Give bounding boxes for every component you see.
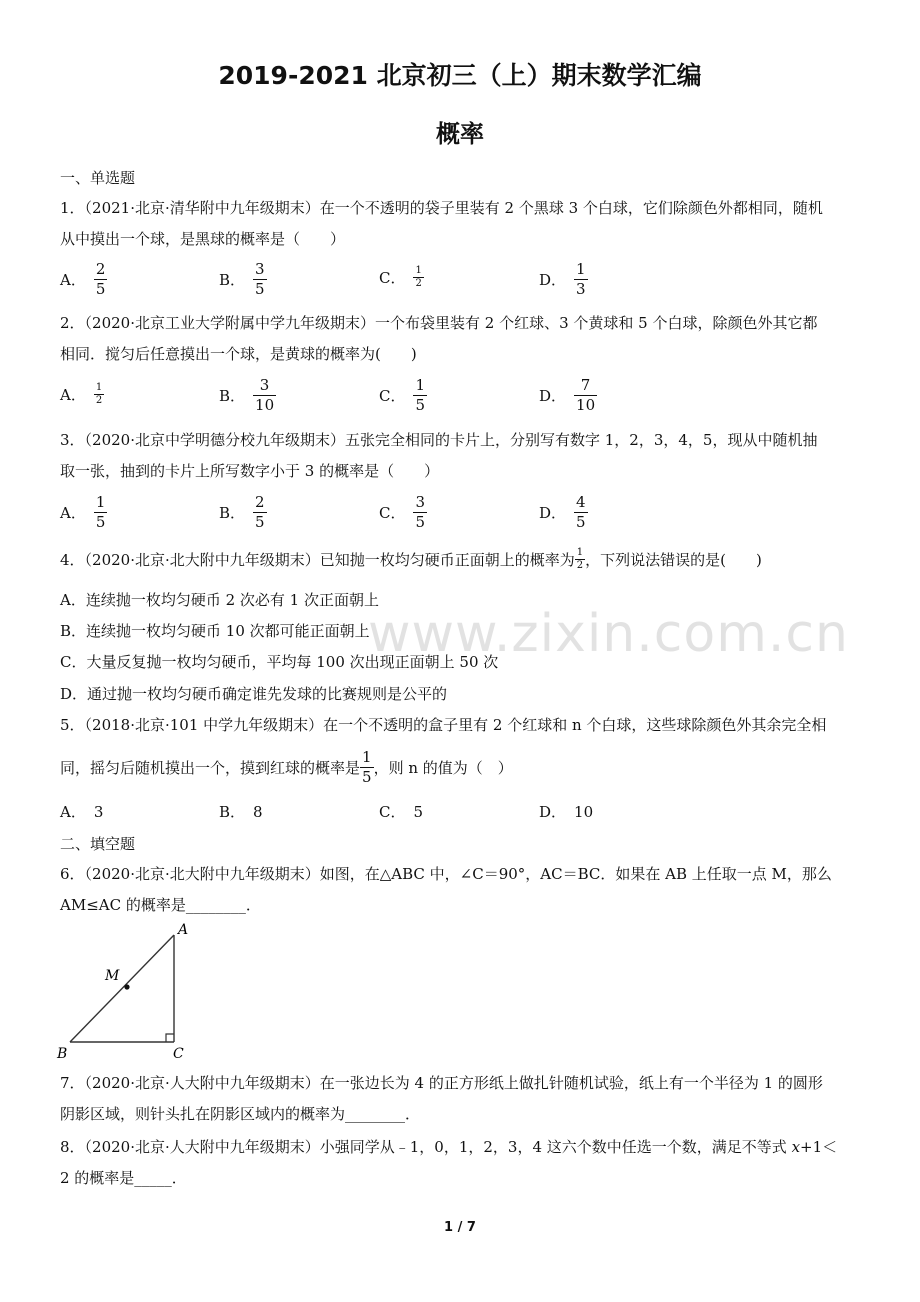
label-c: C: [173, 1046, 184, 1062]
q5-text-post: ，则 n 的值为（ ）: [373, 758, 513, 777]
q3-option-b: [219, 495, 267, 530]
q5-option-d-value: 10: [574, 802, 594, 821]
q7-text-line2: 阴影区域，则针头扎在阴影区域内的概率为________．: [60, 1105, 421, 1123]
side-ab: [70, 935, 174, 1042]
q4-option-a: A．连续抛一枚均匀硬币 2 次必有 1 次正面朝上: [60, 591, 379, 609]
q2-text-line1: 2．（2020·北京工业大学附属中学九年级期末）一个布袋里装有 2 个红球、3 个黄球和 5 个白球，除颜色外其它都: [60, 314, 818, 332]
q7-text-line1: 7．（2020·北京·人大附中九年级期末）在一张边长为 4 的正方形纸上做扎针随机试验，纸上有一个半径为 1 的圆形: [60, 1074, 823, 1092]
numerator: 2: [95, 260, 106, 278]
q1-option-b-fraction: [253, 262, 267, 297]
q5-option-d: [539, 801, 593, 822]
denominator: 5: [255, 280, 265, 298]
q3-option-d-fraction: [574, 495, 588, 530]
q5-text-line1: 5．（2018·北京·101 中学九年级期末）在一个不透明的盒子里有 2 个红球和 n 个白球，这些球除颜色外其余完全相: [60, 716, 827, 734]
q5-option-c: [379, 801, 423, 822]
q2-option-a: [60, 383, 104, 406]
q1-option-a-label: A．: [60, 271, 86, 289]
q3-option-a-fraction: [94, 495, 108, 530]
q8-text-post: +1＜: [800, 1138, 838, 1156]
q1-option-a-fraction: [94, 262, 108, 297]
q2-option-a-label: A．: [60, 386, 86, 404]
q2-text-line2: 相同．搅匀后任意摸出一个球，是黄球的概率为( ): [60, 345, 417, 363]
numerator: 1: [95, 493, 106, 511]
q3-option-b-label: B．: [219, 504, 246, 522]
numerator: 4: [576, 493, 586, 511]
q3-option-d-label: D．: [539, 504, 567, 522]
q4-option-d: D．通过抛一枚均匀硬币确定谁先发球的比赛规则是公平的: [60, 685, 448, 703]
q3-option-b-fraction: [253, 495, 267, 530]
q1-option-c: [379, 266, 424, 289]
q1-option-b-label: B．: [219, 271, 246, 289]
numerator: 1: [576, 260, 586, 278]
denominator: 10: [255, 396, 275, 414]
q8-text-pre: 8．（2020·北京·人大附中九年级期末）小强同学从﹣1，0，1，2，3，4 这六个数中任选一个数，满足不等式: [60, 1138, 792, 1156]
numerator: 1: [95, 382, 103, 393]
q3-option-c: [379, 495, 427, 530]
q3-text-line2: 取一张，抽到的卡片上所写数字小于 3 的概率是（ ）: [60, 462, 440, 480]
q4-fraction: [575, 548, 585, 571]
q1-option-c-fraction: [413, 266, 423, 289]
q1-option-d: [539, 262, 588, 297]
q5-option-a-label: A．: [60, 803, 86, 821]
q5-option-d-label: D．: [539, 803, 567, 821]
denominator: 5: [95, 280, 106, 298]
page-title: 2019-2021 北京初三（上）期末数学汇编: [218, 61, 702, 90]
numerator: 3: [415, 493, 426, 511]
q5-option-b-value: 8: [253, 802, 263, 821]
q4-text-post: ，下列说法错误的是( ): [585, 550, 762, 569]
q2-option-b-fraction: [253, 378, 276, 413]
q2-option-a-fraction: [94, 383, 104, 406]
q2-option-d-label: D．: [539, 387, 567, 405]
q8-text-line2: 2 的概率是_____．: [60, 1169, 187, 1187]
triangle-figure: [55, 920, 205, 1065]
q8-text-line1: [60, 1137, 875, 1157]
watermark-text: www.zixin.com.cn: [368, 604, 849, 664]
denominator: 2: [95, 395, 103, 406]
q1-option-d-fraction: [574, 262, 588, 297]
q2-option-c: [379, 378, 427, 413]
q4-option-b: B．连续抛一枚均匀硬币 10 次都可能正面朝上: [60, 622, 370, 640]
page-subtitle: 概率: [436, 120, 484, 148]
label-m: M: [105, 968, 120, 984]
denominator: 5: [255, 513, 265, 531]
q1-option-c-label: C．: [379, 269, 406, 287]
right-angle-mark: [166, 1034, 174, 1042]
q5-text-pre: 同，摇匀后随机摸出一个，摸到红球的概率是: [60, 758, 361, 777]
q2-option-c-label: C．: [379, 387, 406, 405]
numerator: 1: [415, 376, 426, 394]
q5-text-line2: [60, 750, 875, 785]
denominator: 5: [95, 513, 106, 531]
denominator: 2: [415, 278, 422, 289]
q6-text-line1: 6．（2020·北京·北大附中九年级期末）如图，在△ABC 中，∠C＝90°，AC＝BC．如果在 AB 上任取一点 M，那么: [60, 865, 832, 883]
q4-option-c: C．大量反复抛一枚均匀硬币，平均每 100 次出现正面朝上 50 次: [60, 653, 499, 671]
q5-option-c-label: C．: [379, 803, 406, 821]
q1-option-d-label: D．: [539, 271, 567, 289]
numerator: 1: [415, 265, 422, 276]
denominator: 10: [576, 396, 596, 414]
q5-fraction: [360, 750, 374, 785]
q3-option-a: [60, 495, 107, 530]
section-single-choice: 一、单选题: [60, 169, 136, 187]
q1-text-line1: 1．（2021·北京·清华附中九年级期末）在一个不透明的袋子里装有 2 个黑球 3 个白球，它们除颜色外都相同，随机: [60, 199, 823, 217]
label-a: A: [178, 922, 189, 938]
q2-option-d-fraction: [574, 378, 597, 413]
denominator: 3: [576, 280, 586, 298]
numerator: 3: [255, 260, 265, 278]
q2-option-c-fraction: [413, 378, 427, 413]
page-number: 1 / 7: [444, 1220, 476, 1235]
q2-option-b-label: B．: [219, 387, 246, 405]
numerator: 1: [576, 547, 584, 558]
q5-option-c-value: 5: [413, 802, 424, 821]
q3-option-a-label: A．: [60, 504, 86, 522]
q5-option-a: [60, 801, 103, 822]
numerator: 2: [255, 493, 265, 511]
q3-option-c-label: C．: [379, 504, 406, 522]
q3-option-d: [539, 495, 588, 530]
q2-option-b: [219, 378, 276, 413]
q6-text-line2: AM≤AC 的概率是________．: [60, 896, 261, 914]
section-fill-blank: 二、填空题: [60, 835, 136, 853]
q3-option-c-fraction: [413, 495, 427, 530]
q8-variable-x: x: [791, 1138, 801, 1156]
denominator: 5: [415, 513, 426, 531]
q5-option-b: [219, 801, 263, 822]
q4-text-pre: 4．（2020·北京·北大附中九年级期末）已知抛一枚均匀硬币正面朝上的概率为: [60, 550, 575, 569]
q1-option-a: [60, 262, 107, 297]
label-b: B: [57, 1046, 68, 1062]
q4-text-line1: [60, 548, 875, 571]
denominator: 5: [415, 396, 426, 414]
q2-option-d: [539, 378, 597, 413]
numerator: 7: [580, 376, 591, 394]
q3-text-line1: 3．（2020·北京中学明德分校九年级期末）五张完全相同的卡片上，分别写有数字 1，2，3，4，5，现从中随机抽: [60, 431, 818, 449]
denominator: 2: [576, 560, 584, 571]
q1-text-line2: 从中摸出一个球，是黑球的概率是（ ）: [60, 230, 346, 248]
point-m: [124, 984, 129, 989]
numerator: 1: [362, 748, 372, 766]
denominator: 5: [362, 768, 372, 786]
q1-option-b: [219, 262, 267, 297]
numerator: 3: [259, 376, 270, 394]
q5-option-a-value: 3: [93, 802, 104, 821]
q5-option-b-label: B．: [219, 803, 246, 821]
denominator: 5: [576, 513, 586, 531]
